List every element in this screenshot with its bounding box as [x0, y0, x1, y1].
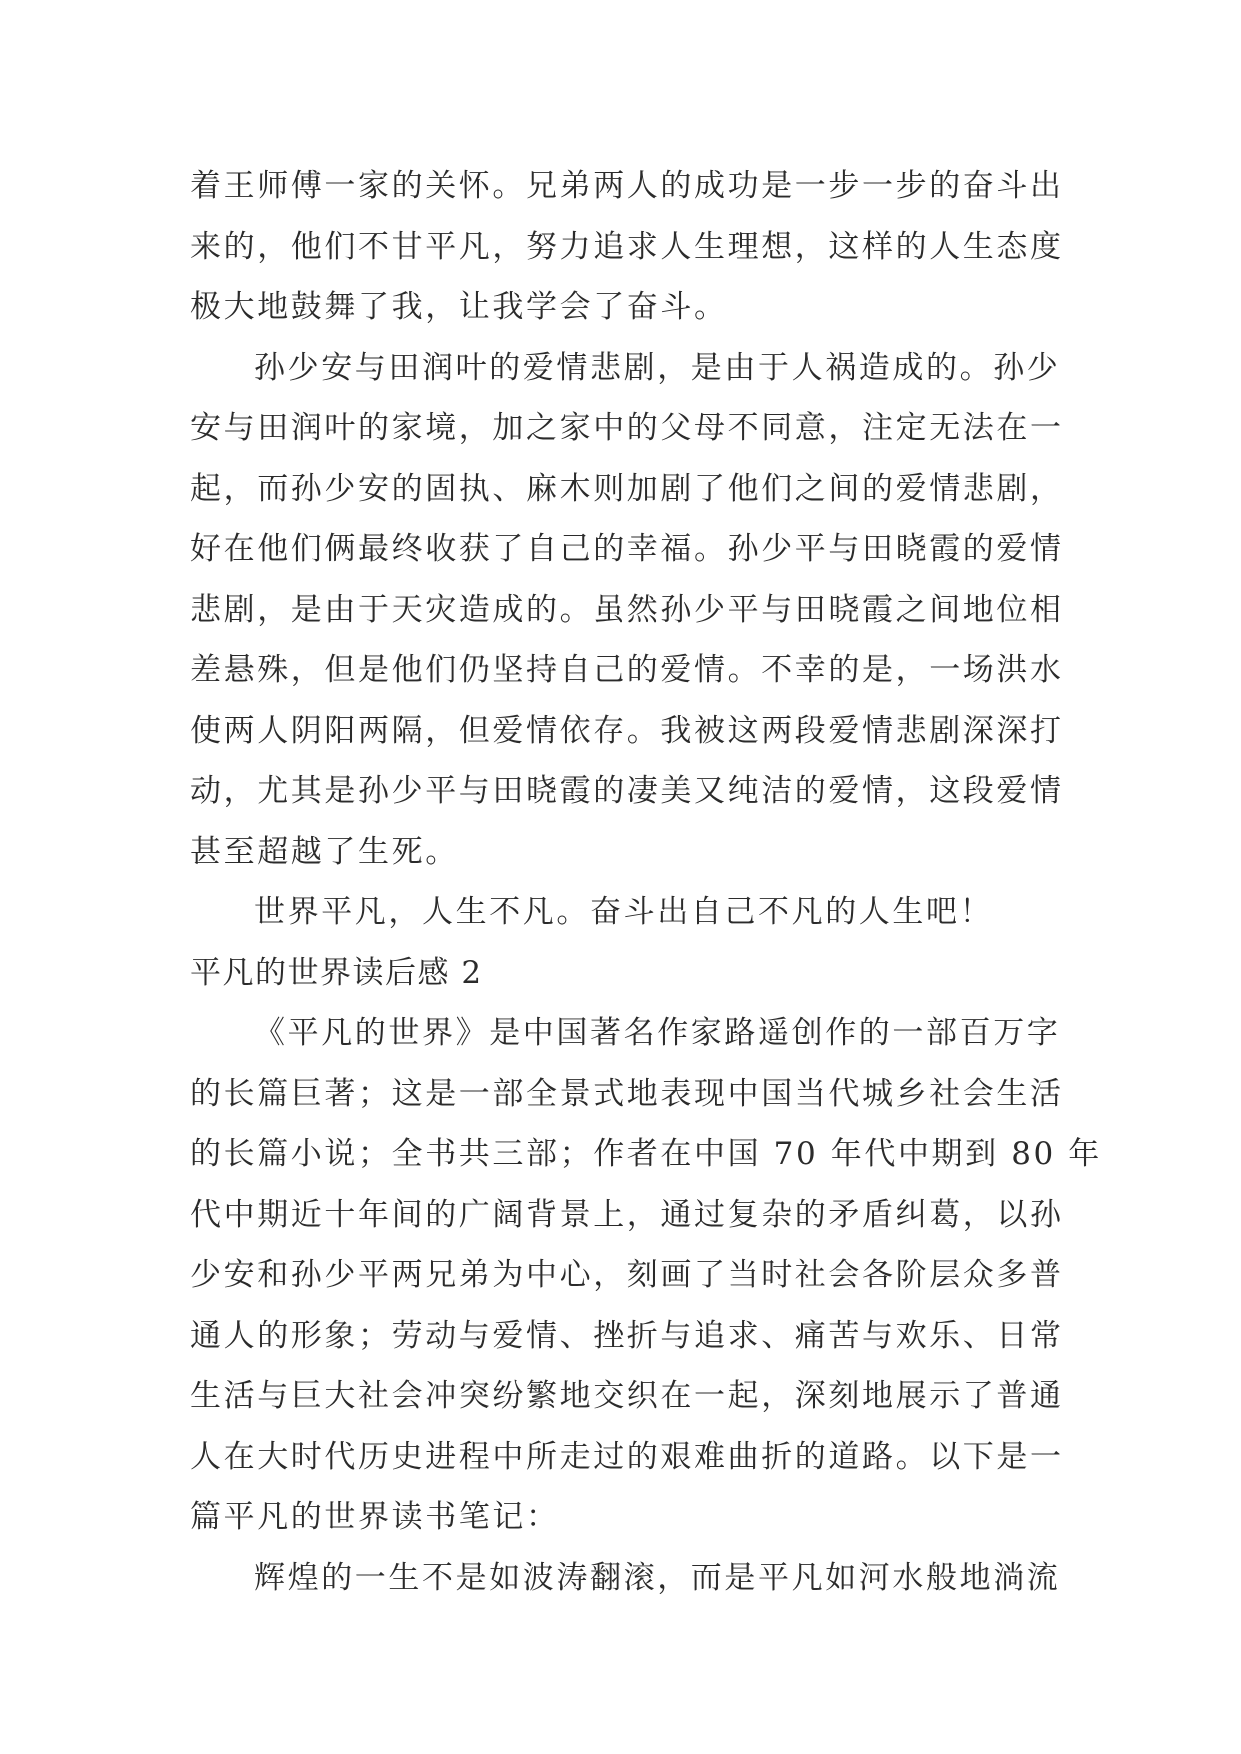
- text-line: 的长篇巨著；这是一部全景式地表现中国当代城乡社会生活: [190, 1075, 1064, 1112]
- text-line: 悲剧，是由于天灾造成的。虽然孙少平与田晓霞之间地位相: [190, 591, 1064, 628]
- text-line: 起，而孙少安的固执、麻木则加剧了他们之间的爱情悲剧，: [190, 470, 1064, 507]
- text-line: 安与田润叶的家境，加之家中的父母不同意，注定无法在一: [190, 410, 1064, 446]
- text-line: 通人的形象；劳动与爱情、挫折与追求、痛苦与欢乐、日常: [190, 1317, 1064, 1354]
- text-line: 甚至超越了生死。: [190, 833, 459, 870]
- paragraph-first-line: 《平凡的世界》是中国著名作家路遥创作的一部百万字: [254, 1015, 1061, 1051]
- paragraph-first-line: 辉煌的一生不是如波涛翻滚，而是平凡如河水般地淌流: [254, 1559, 1061, 1596]
- text-line: 着王师傅一家的关怀。兄弟两人的成功是一步一步的奋斗出: [190, 168, 1064, 204]
- text-line: 篇平凡的世界读书笔记：: [190, 1499, 560, 1535]
- paragraph-first-line: 孙少安与田润叶的爱情悲剧，是由于人祸造成的。孙少: [254, 349, 1061, 386]
- text-line: 的长篇小说；全书共三部；作者在中国 70 年代中期到 80 年: [190, 1136, 1102, 1172]
- document-body: [190, 156, 1102, 1608]
- text-line: 少安和孙少平两兄弟为中心，刻画了当时社会各阶层众多普: [190, 1257, 1064, 1293]
- paragraph-first-line: 世界平凡，人生不凡。奋斗出自己不凡的人生吧！: [254, 894, 994, 930]
- text-line: 生活与巨大社会冲突纷繁地交织在一起，深刻地展示了普通: [190, 1378, 1064, 1414]
- text-line: 差悬殊，但是他们仍坚持自己的爱情。不幸的是，一场洪水: [190, 652, 1064, 688]
- text-line: 使两人阴阳两隔，但爱情依存。我被这两段爱情悲剧深深打: [190, 712, 1064, 749]
- section-heading: 平凡的世界读后感 2: [190, 954, 483, 991]
- text-line: 代中期近十年间的广阔背景上，通过复杂的矛盾纠葛，以孙: [190, 1196, 1064, 1233]
- text-line: 极大地鼓舞了我，让我学会了奋斗。: [190, 289, 728, 325]
- text-line: 动，尤其是孙少平与田晓霞的凄美又纯洁的爱情，这段爱情: [190, 773, 1064, 809]
- text-line: 来的，他们不甘平凡，努力追求人生理想，这样的人生态度: [190, 228, 1064, 265]
- text-line: 好在他们俩最终收获了自己的幸福。孙少平与田晓霞的爱情: [190, 531, 1064, 567]
- text-line: 人在大时代历史进程中所走过的艰难曲折的道路。以下是一: [190, 1438, 1064, 1475]
